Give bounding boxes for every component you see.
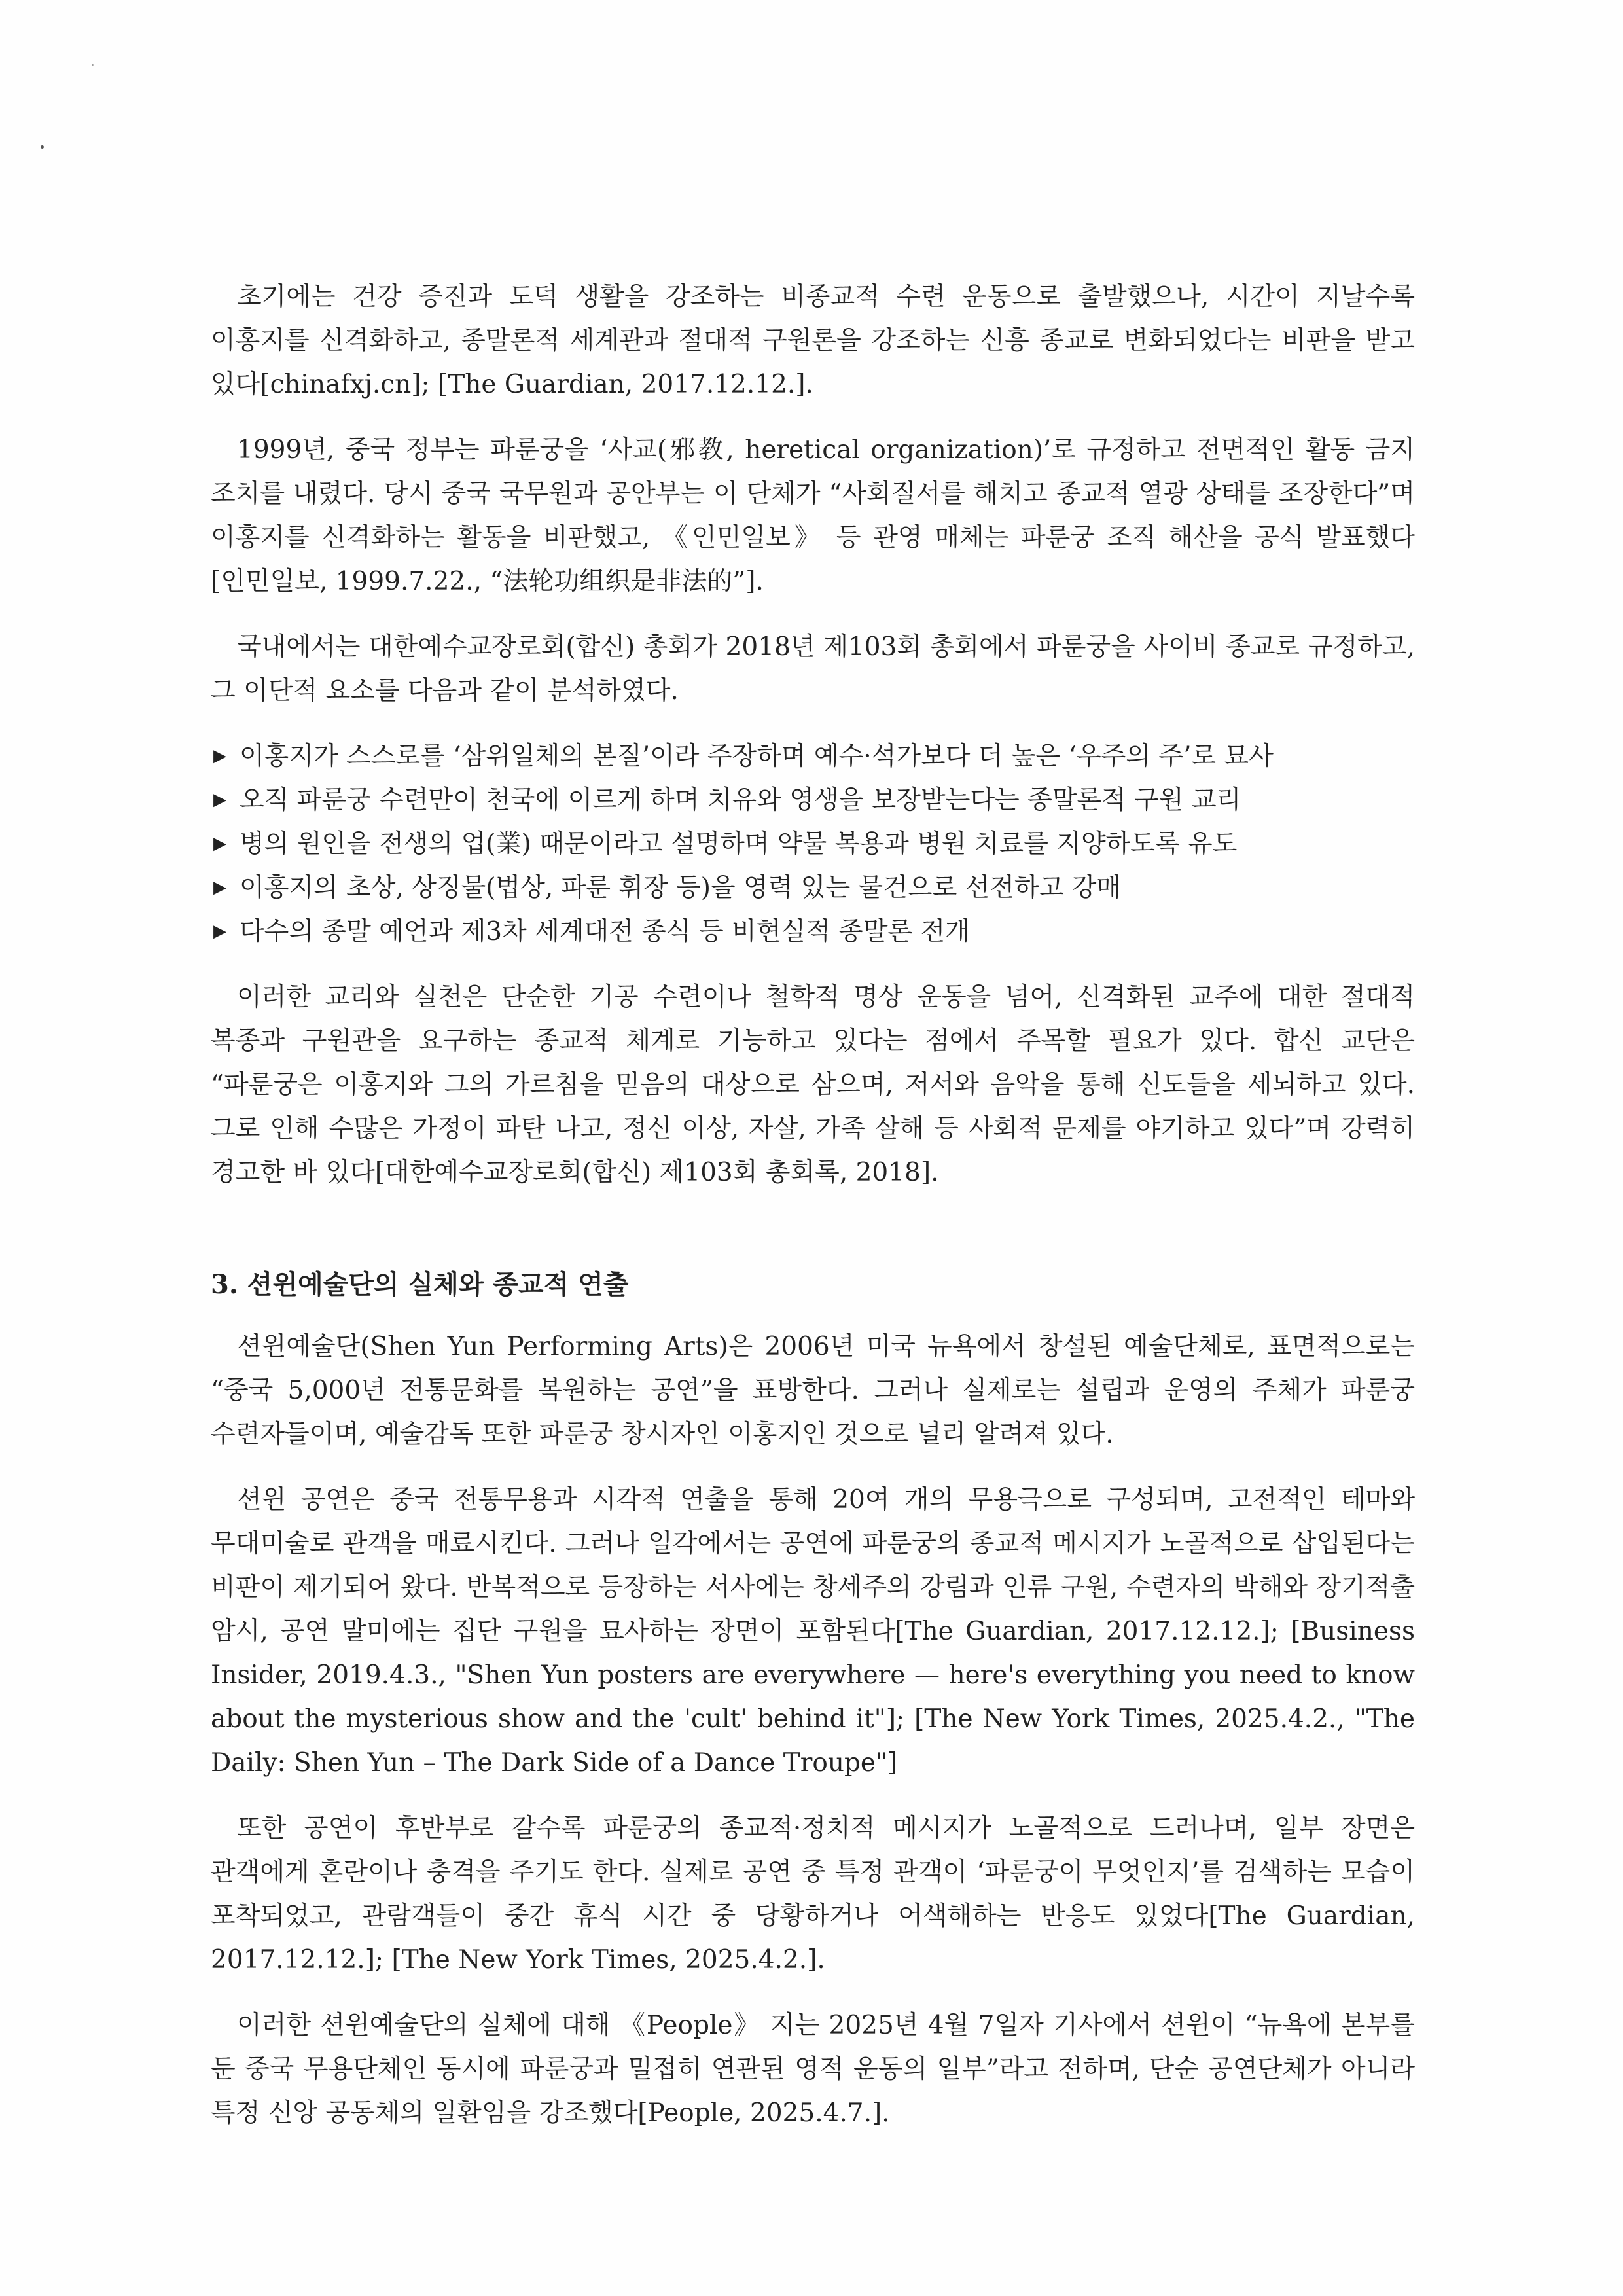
paragraph-doctrine-analysis: 이러한 교리와 실천은 단순한 기공 수련이나 철학적 명상 운동을 넘어, 신격화된 교주에 대한 절대적 복종과 구원관을 요구하는 종교적 체계로 기능하고 있다는 점에서 주목할 필요가 있다. 합신 교단은 “파룬궁은 이홍지와 그의 가르침을 믿음의 대상으로 삼으며, 저서와 음악을 통해 신도들을 세뇌하고 있다. 그로 인해 수많은 가정이 파탄 나고, 정신 이상, 자살, 가족 살해 등 사회적 문제를 야기하고 있다”며 강력히 경고한 바 있다[대한예수교장로회(합신) 제103회 총회록, 2018]. [211,982,1415,1187]
paragraph-falun-origins: 초기에는 건강 증진과 도덕 생활을 강조하는 비종교적 수련 운동으로 출발했으나, 시간이 지날수록 이홍지를 신격화하고, 종말론적 세계관과 절대적 구원론을 강조하는 신흥 종교로 변화되었다는 비판을 받고 있다[chinafxj.cn]; [The Guardian, 2017.12.12.]. [211,282,1415,399]
section-heading: 3. 션윈예술단의 실체와 종교적 연출 [211,1269,629,1300]
paragraph-shenyun-audience: 또한 공연이 후반부로 갈수록 파룬궁의 종교적·정치적 메시지가 노골적으로 드러나며, 일부 장면은 관객에게 혼란이나 충격을 주기도 한다. 실제로 공연 중 특정 관객이 ‘파룬궁이 무엇인지’를 검색하는 모습이 포착되었고, 관람객들이 중간 휴식 시간 중 당황하거나 어색해하는 반응도 있었다[The Guardian, 2017.12.12.]; [The New York Times, 2025.4.2.]. [211,1814,1415,1975]
list-item-text: 오직 파룬궁 수련만이 천국에 이르게 하며 치유와 영생을 보장받는다는 종말론적 구원 교리 [240,785,1241,815]
paragraph-people-article: 이러한 션윈예술단의 실체에 대해 《People》 지는 2025년 4월 7일자 기사에서 션윈이 “뉴욕에 본부를 둔 중국 무용단체인 동시에 파룬궁과 밀접히 연관된 영적 운동의 일부”라고 전하며, 단순 공연단체가 아니라 특정 신앙 공동체의 일환임을 강조했다[People, 2025.4.7.]. [211,2011,1415,2128]
list-item [211,822,1415,866]
triangle-bullet-icon: ▶ [213,746,226,766]
paragraph-china-ban: 1999년, 중국 정부는 파룬궁을 ‘사교(邪教, heretical organization)’로 규정하고 전면적인 활동 금지 조치를 내렸다. 당시 중국 국무원과 공안부는 이 단체가 “사회질서를 해치고 종교적 열광 상태를 조장한다”며 이홍지를 신격화하는 활동을 비판했고, 《인민일보》 등 관영 매체는 파룬궁 조직 해산을 공식 발표했다[인민일보, 1999.7.22., “法轮功组织是非法的”]. [211,435,1415,596]
document-body [211,275,1415,2157]
list-item [211,778,1415,822]
scan-speck [92,64,94,66]
triangle-bullet-icon: ▶ [213,922,226,941]
paragraph-hapshin-ruling: 국내에서는 대한예수교장로회(합신) 총회가 2018년 제103회 총회에서 파룬궁을 사이비 종교로 규정하고, 그 이단적 요소를 다음과 같이 분석하였다. [211,632,1415,706]
triangle-bullet-icon: ▶ [213,834,226,853]
paragraph-shenyun-performance: 션윈 공연은 중국 전통무용과 시각적 연출을 통해 20여 개의 무용극으로 구성되며, 고전적인 테마와 무대미술로 관객을 매료시킨다. 그러나 일각에서는 공연에 파룬궁의 종교적 메시지가 노골적으로 삽입된다는 비판이 제기되어 왔다. 반복적으로 등장하는 서사에는 창세주의 강림과 인류 구원, 수련자의 박해와 장기적출 암시, 공연 말미에는 집단 구원을 묘사하는 장면이 포함된다[The Guardian, 2017.12.12.]; [Business Insider, 2019.4.3., "Shen Yun posters are everywhere — here's everything you need to know about the mysterious show and the 'cult' behind it"]; [The New York Times, 2025.4.2., "The Daily: Shen Yun – The Dark Side of a Dance Troupe"] [211,1485,1415,1778]
list-item-text: 이홍지의 초상, 상징물(법상, 파룬 휘장 등)을 영력 있는 물건으로 선전하고 강매 [240,873,1122,903]
list-item [211,866,1415,910]
list-item [211,910,1415,954]
triangle-bullet-icon: ▶ [213,878,226,897]
list-item-text: 이홍지가 스스로를 ‘삼위일체의 본질’이라 주장하며 예수·석가보다 더 높은 ‘우주의 주’로 묘사 [240,742,1274,771]
scan-speck [41,145,44,149]
list-item-text: 다수의 종말 예언과 제3차 세계대전 종식 등 비현실적 종말론 전개 [240,917,970,946]
paragraph-shenyun-intro: 션윈예술단(Shen Yun Performing Arts)은 2006년 미국 뉴욕에서 창설된 예술단체로, 표면적으로는 “중국 5,000년 전통문화를 복원하는 공연”을 표방한다. 그러나 실제로는 설립과 운영의 주체가 파룬궁 수련자들이며, 예술감독 또한 파룬궁 창시자인 이홍지인 것으로 널리 알려져 있다. [211,1332,1415,1449]
triangle-bullet-icon: ▶ [213,790,226,810]
heresy-elements-list [211,734,1415,954]
list-item [211,734,1415,778]
list-item-text: 병의 원인을 전생의 업(業) 때문이라고 설명하며 약물 복용과 병원 치료를 지양하도록 유도 [240,829,1238,859]
